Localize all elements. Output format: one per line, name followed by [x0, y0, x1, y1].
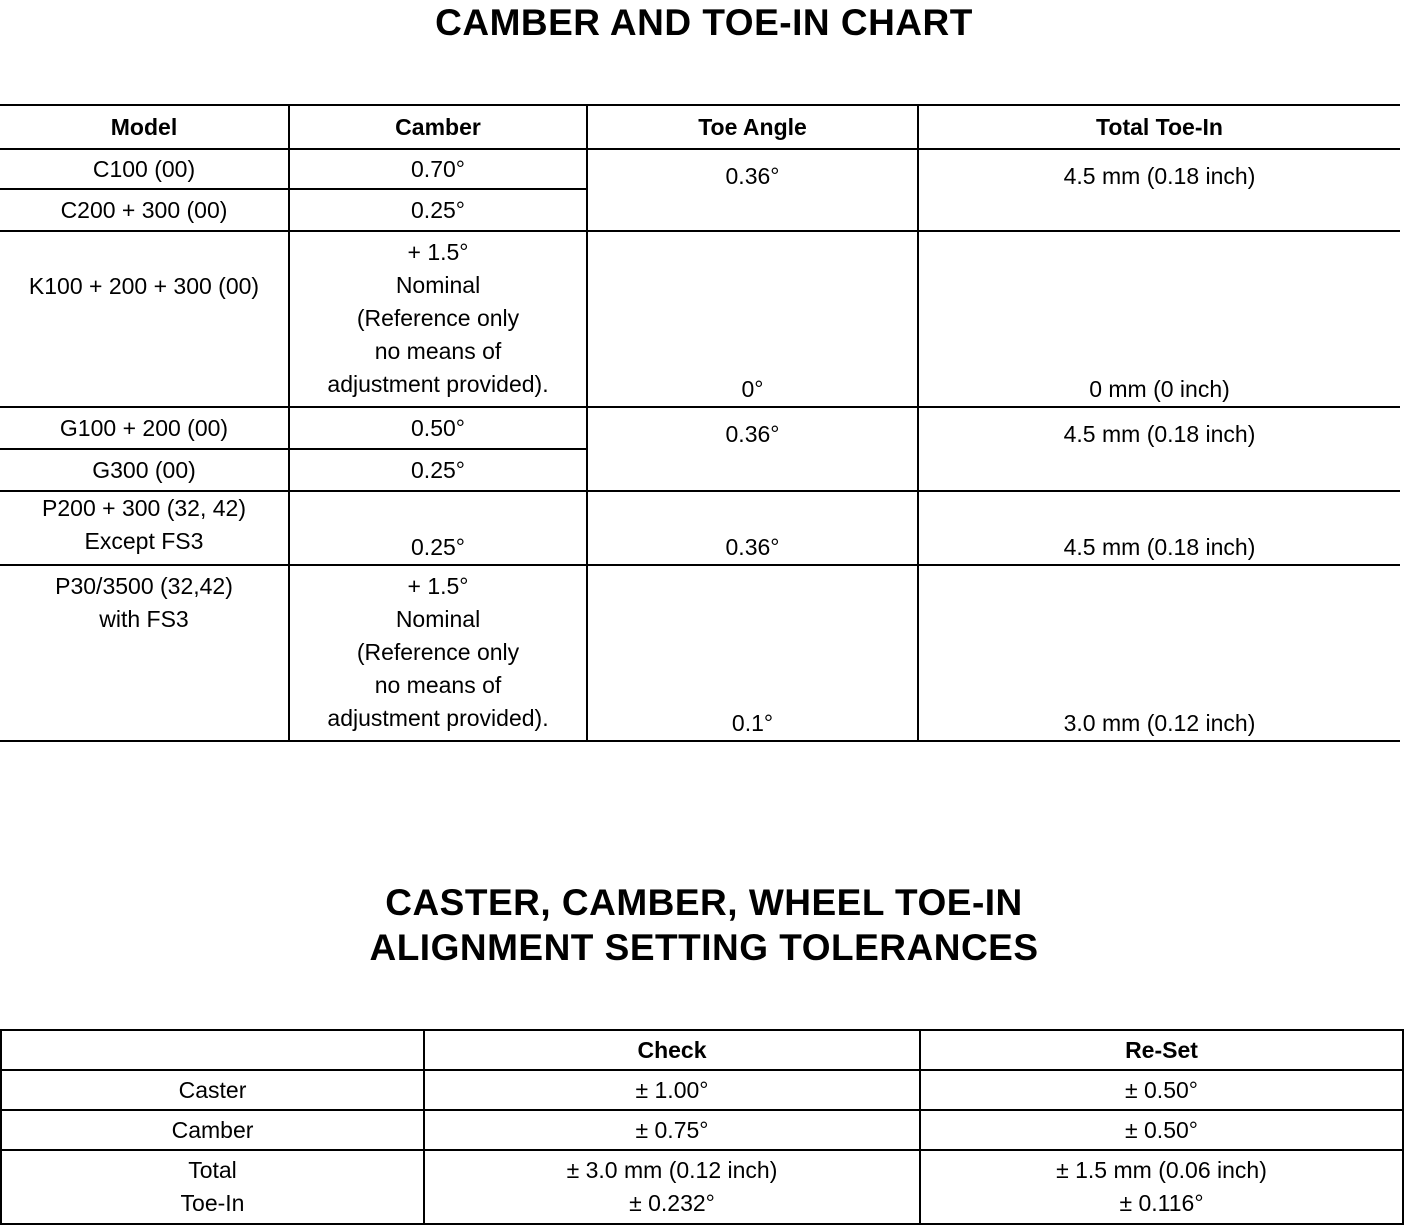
label-cell: Total Toe-In — [1, 1150, 424, 1224]
table-row — [0, 407, 1400, 449]
alignment-tolerances-title-line-1: CASTER, CAMBER, WHEEL TOE-IN — [385, 882, 1023, 923]
camber-cell: 0.50° — [289, 407, 587, 449]
total-toe-in-cell: 0 mm (0 inch) — [918, 231, 1400, 407]
table-row — [0, 491, 1400, 565]
column-header-camber: Camber — [289, 105, 587, 149]
camber-cell: 0.70° — [289, 149, 587, 189]
model-cell: C100 (00) — [0, 149, 289, 189]
table-header-row — [0, 105, 1400, 149]
camber-cell: + 1.5° Nominal (Reference only no means of adjustment provided). — [289, 565, 587, 741]
check-cell: ± 1.00° — [424, 1070, 920, 1110]
column-header-model: Model — [0, 105, 289, 149]
table-row — [1, 1150, 1403, 1224]
total-toe-in-cell: 4.5 mm (0.18 inch) — [918, 407, 1400, 491]
model-cell: C200 + 300 (00) — [0, 189, 289, 231]
total-toe-in-cell: 3.0 mm (0.12 inch) — [918, 565, 1400, 741]
camber-cell: + 1.5° Nominal (Reference only no means of adjustment provided). — [289, 231, 587, 407]
label-cell: Caster — [1, 1070, 424, 1110]
table-row — [1, 1110, 1403, 1150]
toe-angle-cell: 0.1° — [587, 565, 918, 741]
table-header-row — [1, 1030, 1403, 1070]
reset-cell: ± 1.5 mm (0.06 inch) ± 0.116° — [920, 1150, 1403, 1224]
check-cell: ± 0.75° — [424, 1110, 920, 1150]
model-cell: G100 + 200 (00) — [0, 407, 289, 449]
reset-cell: ± 0.50° — [920, 1070, 1403, 1110]
reset-cell: ± 0.50° — [920, 1110, 1403, 1150]
label-cell: Camber — [1, 1110, 424, 1150]
alignment-tolerances-title — [0, 880, 1408, 970]
camber-cell: 0.25° — [289, 189, 587, 231]
column-header-total-toe-in: Total Toe-In — [918, 105, 1400, 149]
total-toe-in-cell: 4.5 mm (0.18 inch) — [918, 491, 1400, 565]
camber-cell: 0.25° — [289, 449, 587, 491]
model-cell: P200 + 300 (32, 42) Except FS3 — [0, 491, 289, 565]
toe-angle-cell: 0.36° — [587, 491, 918, 565]
table-row — [0, 149, 1400, 189]
camber-toe-in-table — [0, 104, 1400, 742]
camber-toe-in-chart-title: CAMBER AND TOE-IN CHART — [435, 2, 973, 43]
model-cell: P30/3500 (32,42) with FS3 — [0, 565, 289, 741]
column-header-reset: Re-Set — [920, 1030, 1403, 1070]
table-row — [0, 231, 1400, 407]
check-cell: ± 3.0 mm (0.12 inch) ± 0.232° — [424, 1150, 920, 1224]
table-row — [0, 565, 1400, 741]
camber-cell: 0.25° — [289, 491, 587, 565]
toe-angle-cell: 0.36° — [587, 149, 918, 231]
model-cell: G300 (00) — [0, 449, 289, 491]
column-header-check: Check — [424, 1030, 920, 1070]
toe-angle-cell: 0.36° — [587, 407, 918, 491]
table-row — [1, 1070, 1403, 1110]
column-header-blank — [1, 1030, 424, 1070]
model-cell: K100 + 200 + 300 (00) — [0, 231, 289, 407]
alignment-tolerances-table — [0, 1029, 1404, 1225]
total-toe-in-cell: 4.5 mm (0.18 inch) — [918, 149, 1400, 231]
alignment-tolerances-title-line-2: ALIGNMENT SETTING TOLERANCES — [369, 927, 1039, 968]
column-header-toe-angle: Toe Angle — [587, 105, 918, 149]
toe-angle-cell: 0° — [587, 231, 918, 407]
